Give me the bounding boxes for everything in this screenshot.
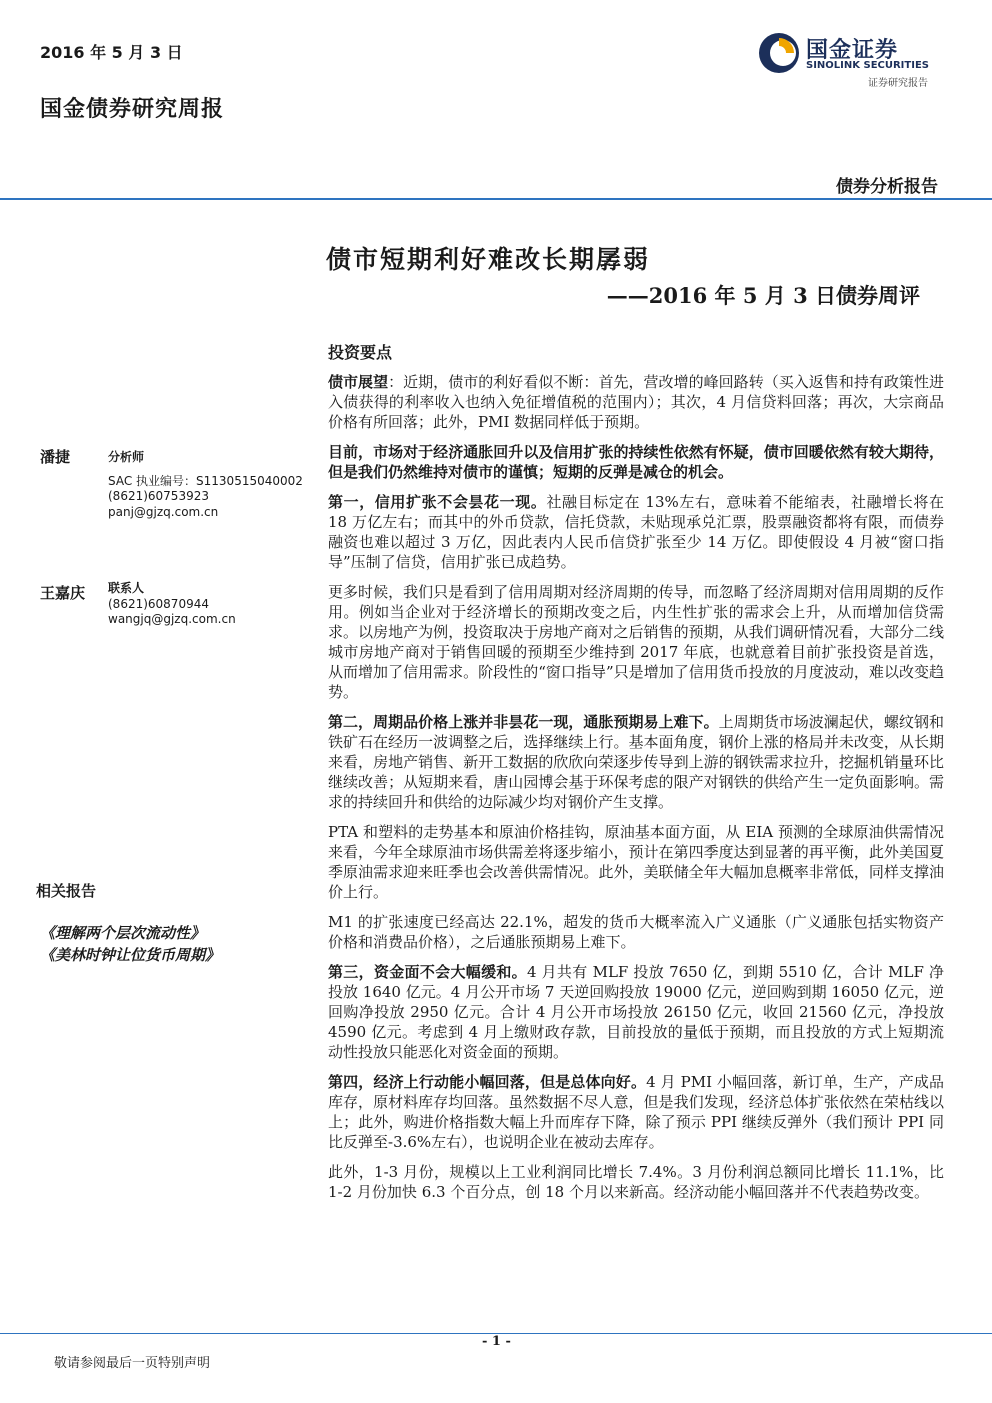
key-points-body [328,372,944,1212]
contact-phone: (8621)60870944 [108,596,209,611]
related-report-link[interactable]: 《理解两个层次流动性》 [40,924,206,942]
logo-subtitle: 证券研究报告 [868,78,928,89]
contact-email[interactable]: wangjq@gjzq.com.cn [108,612,236,626]
paragraph-liquidity [328,962,944,1062]
related-reports-heading: 相关报告 [36,882,97,900]
report-subtitle: ——2016 年 5 月 3 日债券周评 [606,283,920,308]
paragraph-commodities [328,712,944,812]
paragraph-oil: PTA 和塑料的走势基本和原油价格挂钩，原油基本面方面，从 EIA 预测的全球原油供需情况来看，今年全球原油市场供需差将逐步缩小，预计在第四季度达到显著的再平衡，此外美国夏季原油需求迎来旺季也会改善供需情况。此外，美联储全年大幅加息概率非常低，同样支撑油价上行。 [328,823,944,901]
paragraph-economy [328,1072,944,1152]
analyst-email[interactable]: panj@gjzq.com.cn [108,504,219,519]
para-lead: 第四，经济上行动能小幅回落，但是总体向好。 [328,1073,647,1091]
para-lead: 第二，周期品价格上涨并非昙花一现，通胀预期易上难下。 [328,713,719,731]
para-text: 上周期货市场波澜起伏，螺纹钢和铁矿石在经历一波调整之后，选择继续上行。基本面角度，钢价上涨的格局并未改变，从长期来看，房地产销售、新开工数据的欣欣向荣逐步传导到上游的钢铁需求拉升，挖掘机销量环比继续改善；从短期来看，唐山园博会基于环保考虑的限产对钢铁的供给产生一定负面影响。需求的持续回升和供给的边际减少均对钢价产生支撑。 [328,713,944,811]
para-lead: 第一，信用扩张不会昙花一现。 [328,493,547,511]
para-text: 4 月共有 MLF 投放 7650 亿，到期 5510 亿，合计 MLF 净投放 1640 亿元。4 月公开市场 7 天逆回购投放 19000 亿元，逆回购到期 16050 亿元，逆回购净投放 2950 亿元。合计 4 月公开市场投放 26150 亿元，收回 21560 亿元，净投放 4590 亿元。考虑到 4 月上缴财政存款，目前投放的量低于预期，而且投放的方式上短期流动性投放只能恶化对资金面的预期。 [328,963,944,1061]
analyst-role: 分析师 [108,450,145,464]
paragraph-outlook [328,372,944,432]
company-logo [756,30,956,92]
analyst-name: 潘捷 [40,448,71,466]
para-lead: 第三，资金面不会大幅缓和。 [328,963,527,981]
report-type: 债券分析报告 [836,177,938,197]
analyst-phone: (8621)60753923 [108,489,209,503]
contact-role: 联系人 [108,581,145,595]
analyst-sac: SAC 执业编号：S1130515040002 [108,473,303,488]
para-text: ：近期，债市的利好看似不断：首先，营改增的峰回路转（买入返售和持有政策性进入债获得的利率收入也纳入免征增值税的范围内）；其次，4 月信贷料回落；再次，大宗商品价格有所回落；此外，PMI 数据同样低于预期。 [328,373,944,431]
disclaimer-note: 敬请参阅最后一页特别声明 [54,1356,211,1371]
contact-info [108,581,236,628]
logo-text-cn: 国金证券 [806,38,899,63]
key-points-heading: 投资要点 [328,343,393,362]
series-title: 国金债券研究周报 [40,96,225,122]
page-number: - 1 - [482,1334,511,1349]
report-title: 债市短期利好难改长期孱弱 [326,245,651,274]
paragraph-credit [328,492,944,572]
logo-mark-icon [756,30,802,76]
analyst-info [108,450,303,520]
paragraph-m1: M1 的扩张速度已经高达 22.1%，超发的货币大概率流入广义通胀（广义通胀包括实物资产价格和消费品价格），之后通胀预期易上难下。 [328,913,944,951]
para-text: 社融目标定在 13%左右，意味着不能缩表，社融增长将在 18 万亿左右；而其中的外币贷款，信托贷款，未贴现承兑汇票，股票融资都将有限，而债券融资也难以超过 3 万亿，因此表内人民币信贷扩张至少 14 万亿。即使假设 4 月被“窗口指导”压制了信贷，信用扩张已成趋势。 [328,493,944,571]
para-lead: 债市展望 [328,373,389,391]
paragraph-profits: 此外，1-3 月份，规模以上工业利润同比增长 7.4%。3 月份利润总额同比增长 11.1%，比 1-2 月份加快 6.3 个百分点，创 18 个月以来新高。经济动能小幅回落并不代表趋势改变。 [328,1163,944,1201]
logo-text-en: SINOLINK SECURITIES [806,60,929,71]
contact-name: 王嘉庆 [40,584,86,602]
paragraph-summary: 目前，市场对于经济通胀回升以及信用扩张的持续性依然有怀疑，债市回暖依然有较大期待，但是我们仍然维持对债市的谨慎；短期的反弹是减仓的机会。 [328,443,944,481]
paragraph-credit-cycle: 更多时候，我们只是看到了信用周期对经济周期的传导，而忽略了经济周期对信用周期的反作用。例如当企业对于经济增长的预期改变之后，内生性扩张的需求会上升，从而增加信贷需求。以房地产为例，投资取决于房地产商对之后销售的预期，从我们调研情况看，大部分二线城市房地产商对于销售回暖的预期至少维持到 2017 年底，也就意着目前扩张投资是首选，从而增加了信用需求。阶段性的“窗口指导”只是增加了信用货币投放的月度波动，难以改变趋势。 [328,583,944,701]
header-divider [0,198,992,200]
related-report-link[interactable]: 《美林时钟让位货币周期》 [40,946,221,964]
report-date: 2016 年 5 月 3 日 [40,43,183,62]
para-text: 4 月 PMI 小幅回落，新订单，生产，产成品库存，原材料库存均回落。虽然数据不尽人意，但是我们发现，经济总体扩张依然在荣枯线以上；此外，购进价格指数大幅上升而库存下降，除了预示 PPI 继续反弹外（我们预计 PPI 同比反弹至-3.6%左右），也说明企业在被动去库存。 [328,1073,944,1151]
